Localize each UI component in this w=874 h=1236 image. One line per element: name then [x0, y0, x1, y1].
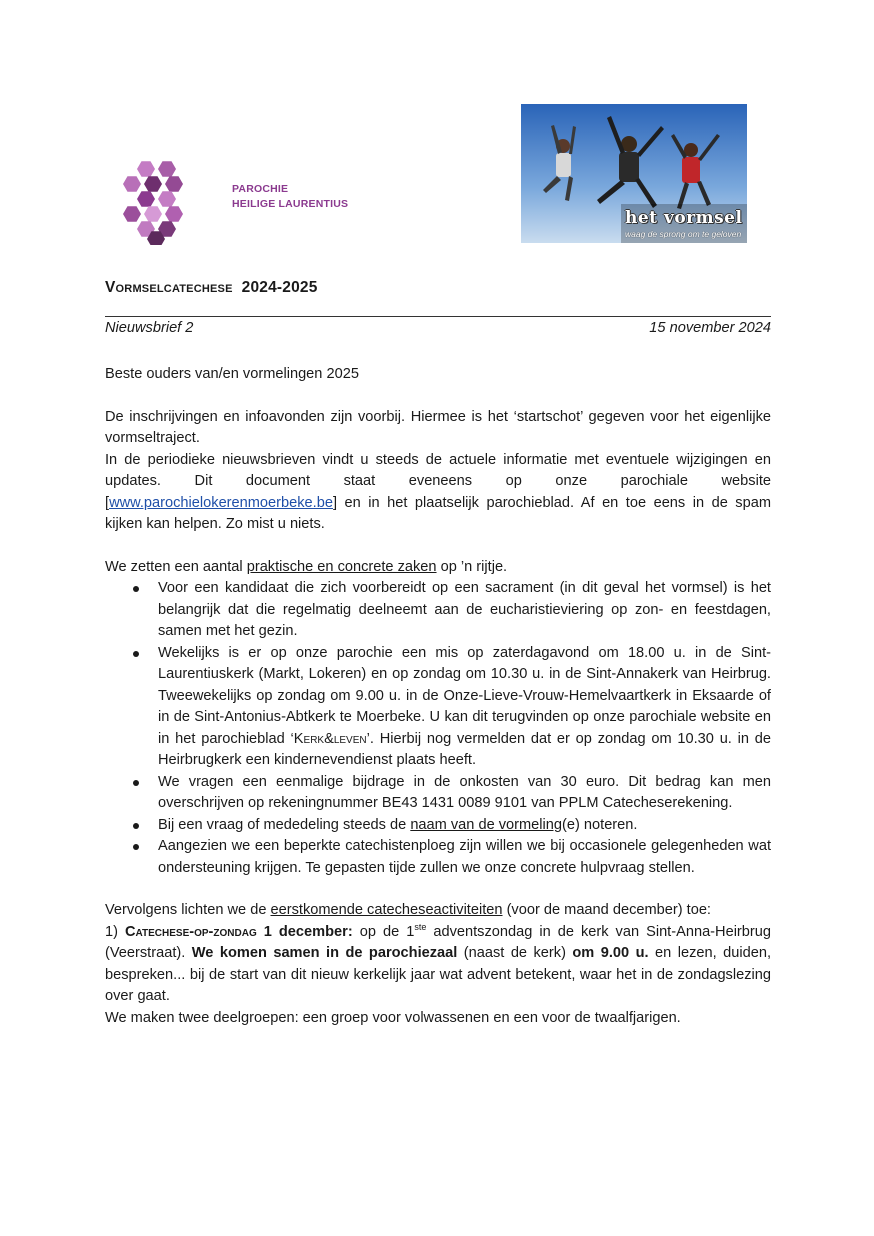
parish-name-line2: HEILIGE LAURENTIUS: [232, 198, 349, 210]
parish-name-line1: PAROCHIE: [232, 183, 289, 195]
list-item: [105, 815, 771, 837]
activity-bold-2: om 9.00 u.: [572, 945, 649, 961]
activity-text-4: en lezen, duiden, bespreken... bij de start van dit nieuw kerkelijk jaar wat advent betekent, waar het in de zondagslezing over gaat.: [105, 945, 771, 1004]
activity-date: 1 december:: [256, 923, 353, 940]
photo-subtitle: waag de sprong om te geloven: [625, 229, 742, 239]
newsletter-date: 15 november 2024: [649, 320, 771, 336]
list-item: We vragen een eenmalige bijdrage in de onkosten van 30 euro. Dit bedrag kan men overschrijven op rekeningnummer BE43 1431 0089 9101 van PPLM Catecheserekening.: [105, 772, 771, 815]
parish-logo: [120, 160, 360, 245]
next-b: (voor de maand december) toe:: [502, 902, 711, 918]
activity-number: 1): [105, 923, 125, 940]
title-divider: [105, 316, 771, 317]
bullet2-text-b: ’. Hierbij nog vermelden dat er op zondag om 10.30 u. in de Heirbrugkerk een kindernevendienst plaats heeft.: [158, 730, 772, 768]
list-item: [105, 643, 771, 772]
activity-text-3: (naast de kerk): [457, 945, 573, 961]
bullet4-underlined: naam van de vormeling: [410, 816, 563, 833]
grape-hexagon-icon: [120, 160, 200, 245]
website-link[interactable]: www.parochielokerenmoerbeke.be: [109, 494, 333, 511]
next-a: Vervolgens lichten we de: [105, 902, 271, 918]
title-year: 2024-2025: [241, 279, 318, 296]
title-text: Vormselcatechese: [105, 279, 233, 296]
intro-paragraph-2: [105, 450, 771, 536]
bullet4-text-a: Bij een vraag of mededeling steeds de: [158, 816, 411, 833]
intro2-text-a: In de periodieke nieuwsbrieven vindt u steeds de actuele informatie met eventuele wijzigingen en updates. Dit document staat eveneens op onze parochiale website [: [105, 451, 771, 511]
bullet2-text-a: Wekelijks is er op onze parochie een mis op zaterdagavond om 18.00 u. in de Sint-Laurentiuskerk (Markt, Lokeren) en op zondag om 10.30 u. in de Sint-Annakerk van Heirbrug. Tweewekelijks op zondag om 9.00 u. in de Onze-Lieve-Vrouw-Hemelvaartkerk in Eksaarde of in de Sint-Antonius-Abtkerk te Moerbeke. U kan dit terugvinden op onze parochiale website en in het parochieblad ‘: [158, 644, 771, 747]
vormsel-photo: [521, 104, 747, 243]
activity-bold-1: We komen samen in de parochiezaal: [191, 945, 458, 961]
list-intro-a: We zetten een aantal: [105, 558, 247, 575]
practical-list: [105, 578, 771, 879]
activity-sup: ste: [414, 921, 427, 932]
activity-name: Catechese-op-zondag: [125, 923, 257, 940]
list-item: Voor een kandidaat die zich voorbereidt op een sacrament (in dit geval het vormsel) is het belangrijk dat die regelmatig deelneemt aan de eucharistieviering op zon- en feestdagen, samen met het gezin.: [105, 578, 771, 643]
bullet4-text-b: (e) noteren.: [562, 816, 638, 833]
next-underlined: eerstkomende catecheseactiviteiten: [270, 902, 503, 918]
activity-1: [105, 922, 771, 1008]
list-intro-b: op ’n rijtje.: [436, 558, 508, 575]
activity-text-1: op de 1: [352, 923, 415, 940]
parish-name: [232, 182, 348, 212]
next-activities-intro: [105, 900, 771, 922]
greeting: Beste ouders van/en vormelingen 2025: [105, 366, 359, 382]
activity-text-2: adventszondag in de kerk van Sint-Anna-Heirbrug (Veerstraat).: [105, 923, 772, 961]
list-item: Aangezien we een beperkte catechistenploeg zijn willen we bij occasionele gelegenheden wat ondersteuning krijgen. Te gepasten tijde zullen we onze concrete hulpvraag stellen.: [105, 836, 771, 879]
document-title: [105, 279, 318, 297]
intro2-text-b: ] en in het plaatselijk parochieblad. Af en toe eens in de spam kijken kan helpen. Zo mist u niets.: [105, 494, 771, 532]
list-intro: [105, 557, 771, 579]
photo-title: het vormsel: [625, 208, 743, 228]
intro-paragraph-1: De inschrijvingen en infoavonden zijn voorbij. Hiermee is het ‘startschot’ gegeven voor het eigenlijke vormseltraject.: [105, 408, 771, 446]
newsletter-number: Nieuwsbrief 2: [105, 320, 194, 336]
body-text: [105, 364, 771, 1029]
list-intro-underlined: praktische en concrete zaken: [246, 558, 437, 575]
newsletter-meta: [105, 320, 771, 336]
bullet2-magazine: Kerk&leven: [293, 730, 367, 747]
groups-paragraph: We maken twee deelgroepen: een groep voor volwassenen en een voor de twaalfjarigen.: [105, 1009, 681, 1026]
